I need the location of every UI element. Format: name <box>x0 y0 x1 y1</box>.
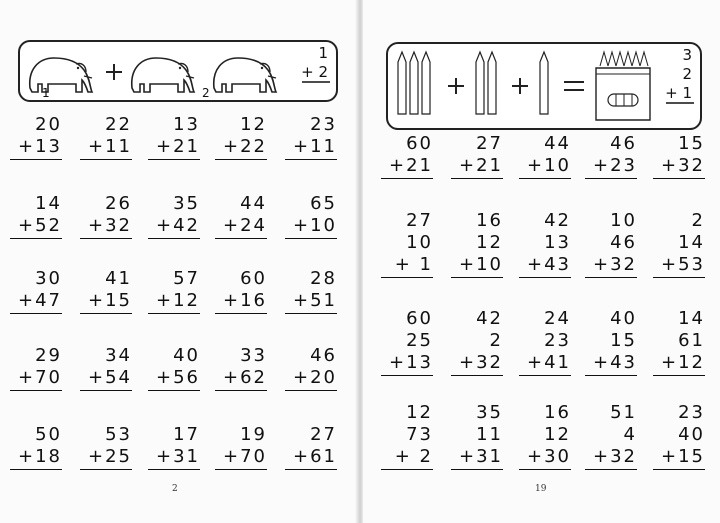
problem-addend: 44 <box>240 193 267 214</box>
addition-problem <box>148 424 200 470</box>
problem-addend: 34 <box>105 345 132 366</box>
sum-line <box>519 277 571 278</box>
sum-line <box>585 277 637 278</box>
left-worksheet-page <box>0 0 357 523</box>
problem-addend: 16 <box>544 402 571 423</box>
addition-problem <box>148 114 200 160</box>
addition-problem <box>585 308 637 376</box>
problem-addend: 40 <box>678 424 705 445</box>
problem-addend-with-plus: +12 <box>156 290 200 311</box>
sum-line <box>381 375 433 376</box>
sum-line <box>519 178 571 179</box>
pencil-box-icon <box>596 52 650 120</box>
problem-addend-with-plus: +12 <box>661 352 705 373</box>
addition-problem <box>285 424 337 470</box>
addition-problem <box>10 345 62 391</box>
elephant-icon <box>132 58 194 92</box>
problem-addend: 12 <box>240 114 267 135</box>
sum-line <box>451 375 503 376</box>
sum-line <box>215 390 267 391</box>
addition-problem <box>148 345 200 391</box>
sum-line <box>451 178 503 179</box>
addition-problem <box>585 402 637 470</box>
problem-addend-with-plus: +32 <box>593 254 637 275</box>
problem-addend-with-plus: +15 <box>88 290 132 311</box>
problem-addend: 42 <box>544 210 571 231</box>
problem-addend: 57 <box>173 268 200 289</box>
problem-addend: 17 <box>173 424 200 445</box>
sum-line <box>451 469 503 470</box>
problem-addend-with-plus: +32 <box>593 446 637 467</box>
problem-addend: 27 <box>476 133 503 154</box>
problem-addend: 60 <box>406 133 433 154</box>
problem-addend-with-plus: +18 <box>18 446 62 467</box>
problem-addend-with-plus: +41 <box>527 352 571 373</box>
problem-addend: 13 <box>173 114 200 135</box>
problem-addend-with-plus: +21 <box>156 136 200 157</box>
addition-problem <box>10 114 62 160</box>
sum-line <box>653 469 705 470</box>
problem-addend-with-plus: +13 <box>18 136 62 157</box>
problem-addend-with-plus: +52 <box>18 215 62 236</box>
problem-addend-with-plus: +32 <box>459 352 503 373</box>
elephant-count-label-1: 1 <box>42 86 50 100</box>
problem-addend-with-plus: +25 <box>88 446 132 467</box>
sum-line <box>285 313 337 314</box>
sum-line <box>148 390 200 391</box>
problem-addend: 60 <box>240 268 267 289</box>
addition-problem <box>653 402 705 470</box>
addition-problem <box>148 268 200 314</box>
header-stack-bottom: + 2 <box>301 63 328 81</box>
problem-addend: 15 <box>678 133 705 154</box>
problem-addend: 23 <box>310 114 337 135</box>
addition-problem <box>381 210 433 278</box>
addition-problem <box>451 402 503 470</box>
problem-addend-with-plus: +54 <box>88 367 132 388</box>
problem-addend: 46 <box>310 345 337 366</box>
problem-addend: 30 <box>35 268 62 289</box>
pencil-icon <box>398 52 430 114</box>
problem-addend-with-plus: +32 <box>88 215 132 236</box>
problem-addend-with-plus: +10 <box>293 215 337 236</box>
problem-addend-with-plus: +42 <box>156 215 200 236</box>
problem-addend: 27 <box>310 424 337 445</box>
problem-addend: 13 <box>544 232 571 253</box>
problem-addend: 42 <box>476 308 503 329</box>
problem-addend: 65 <box>310 193 337 214</box>
header-stack-top: 1 <box>318 44 328 62</box>
sum-line <box>80 469 132 470</box>
sum-line <box>215 313 267 314</box>
problem-addend: 60 <box>406 308 433 329</box>
addition-problem <box>215 114 267 160</box>
problem-addend: 27 <box>406 210 433 231</box>
sum-line <box>215 469 267 470</box>
problem-addend: 2 <box>691 210 705 231</box>
sum-line <box>653 375 705 376</box>
problem-addend: 10 <box>610 210 637 231</box>
problem-addend-with-plus: +31 <box>459 446 503 467</box>
addition-problem <box>451 210 503 278</box>
sum-line <box>519 375 571 376</box>
problem-addend-with-plus: +62 <box>223 367 267 388</box>
sum-line <box>10 313 62 314</box>
problem-addend-with-plus: +21 <box>459 155 503 176</box>
problem-addend: 2 <box>489 330 503 351</box>
sum-line <box>10 469 62 470</box>
problem-addend-with-plus: +11 <box>88 136 132 157</box>
page-number: 2 <box>172 484 178 494</box>
header-stack-bottom: + 1 <box>665 84 692 102</box>
problem-addend: 19 <box>240 424 267 445</box>
addition-problem <box>10 268 62 314</box>
problem-addend: 14 <box>678 232 705 253</box>
addition-problem <box>585 133 637 179</box>
addition-problem <box>10 424 62 470</box>
sum-line <box>381 178 433 179</box>
sum-line <box>80 390 132 391</box>
problem-addend: 73 <box>406 424 433 445</box>
problem-addend-with-plus: +23 <box>593 155 637 176</box>
problem-addend-with-plus: +56 <box>156 367 200 388</box>
addition-problem <box>653 210 705 278</box>
problem-addend-with-plus: +43 <box>593 352 637 373</box>
right-worksheet-page <box>363 0 720 523</box>
problem-addend-with-plus: +20 <box>293 367 337 388</box>
addition-problem <box>80 114 132 160</box>
problem-addend-with-plus: +53 <box>661 254 705 275</box>
addition-problem <box>381 308 433 376</box>
problem-addend-with-plus: +51 <box>293 290 337 311</box>
addition-problem <box>285 114 337 160</box>
problem-addend: 35 <box>173 193 200 214</box>
elephant-icon <box>214 58 276 92</box>
addition-problem <box>519 210 571 278</box>
sum-line <box>451 277 503 278</box>
problem-addend-with-plus: +43 <box>527 254 571 275</box>
problem-addend-with-plus: +13 <box>389 352 433 373</box>
addition-problem <box>215 268 267 314</box>
problem-addend: 40 <box>173 345 200 366</box>
problem-addend-with-plus: +24 <box>223 215 267 236</box>
addition-problem <box>80 345 132 391</box>
addition-problem <box>381 133 433 179</box>
addition-problem <box>519 308 571 376</box>
addition-problem <box>10 193 62 239</box>
plus-sign <box>512 78 528 94</box>
problem-addend: 44 <box>544 133 571 154</box>
addition-problem <box>285 193 337 239</box>
problem-addend-with-plus: +22 <box>223 136 267 157</box>
problem-addend: 40 <box>610 308 637 329</box>
problem-addend: 24 <box>544 308 571 329</box>
sum-line <box>80 159 132 160</box>
elephant-icon <box>30 58 92 92</box>
problem-addend-with-plus: +15 <box>661 446 705 467</box>
problem-addend-with-plus: +32 <box>661 155 705 176</box>
problem-addend-with-plus: +61 <box>293 446 337 467</box>
problem-addend: 22 <box>105 114 132 135</box>
addition-problem <box>215 345 267 391</box>
problem-addend: 50 <box>35 424 62 445</box>
problem-addend: 12 <box>544 424 571 445</box>
addition-problem <box>519 402 571 470</box>
problem-addend: 29 <box>35 345 62 366</box>
addition-problem <box>381 402 433 470</box>
addition-problem <box>215 424 267 470</box>
addition-problem <box>585 210 637 278</box>
sum-line <box>148 238 200 239</box>
problem-addend: 14 <box>35 193 62 214</box>
plus-sign <box>448 78 464 94</box>
problem-addend: 16 <box>476 210 503 231</box>
problem-addend-with-plus: +70 <box>223 446 267 467</box>
addition-problem <box>451 133 503 179</box>
pencil-icon <box>540 52 548 114</box>
problem-addend: 20 <box>35 114 62 135</box>
problem-addend-with-plus: + 2 <box>394 446 433 467</box>
problem-addend-with-plus: +47 <box>18 290 62 311</box>
sum-line <box>148 469 200 470</box>
addition-problem <box>148 193 200 239</box>
addition-problem <box>80 268 132 314</box>
problem-addend: 46 <box>610 133 637 154</box>
problem-addend: 25 <box>406 330 433 351</box>
addition-problem <box>451 308 503 376</box>
problem-addend: 12 <box>476 232 503 253</box>
plus-sign <box>106 64 122 80</box>
header-stack-middle: 2 <box>682 65 692 83</box>
problem-addend-with-plus: +70 <box>18 367 62 388</box>
addition-problem <box>80 193 132 239</box>
sum-line <box>80 313 132 314</box>
problem-addend: 41 <box>105 268 132 289</box>
sum-line <box>215 159 267 160</box>
elephant-count-label-2: 2 <box>202 86 210 100</box>
problem-addend: 51 <box>610 402 637 423</box>
problem-addend: 11 <box>476 424 503 445</box>
problem-addend-with-plus: +16 <box>223 290 267 311</box>
pencil-addition-header <box>386 42 702 130</box>
problem-addend: 15 <box>610 330 637 351</box>
sum-line <box>519 469 571 470</box>
problem-addend-with-plus: +10 <box>527 155 571 176</box>
sum-line <box>10 159 62 160</box>
problem-addend: 46 <box>610 232 637 253</box>
addition-problem <box>519 133 571 179</box>
problem-addend: 14 <box>678 308 705 329</box>
addition-problem <box>80 424 132 470</box>
problem-addend: 53 <box>105 424 132 445</box>
problem-addend-with-plus: +31 <box>156 446 200 467</box>
sum-line <box>585 375 637 376</box>
addition-problem <box>215 193 267 239</box>
sum-line <box>285 390 337 391</box>
problem-addend-with-plus: +21 <box>389 155 433 176</box>
equals-sign <box>564 82 584 90</box>
sum-line <box>148 159 200 160</box>
problem-addend: 12 <box>406 402 433 423</box>
sum-line <box>653 178 705 179</box>
sum-line <box>585 469 637 470</box>
problem-addend: 23 <box>678 402 705 423</box>
addition-problem <box>653 133 705 179</box>
problem-addend: 35 <box>476 402 503 423</box>
sum-line <box>653 277 705 278</box>
pencil-icon <box>476 52 496 114</box>
problem-addend: 61 <box>678 330 705 351</box>
addition-problem <box>653 308 705 376</box>
problem-addend: 10 <box>406 232 433 253</box>
sum-line <box>285 159 337 160</box>
problem-addend: 28 <box>310 268 337 289</box>
problem-addend: 33 <box>240 345 267 366</box>
problem-addend-with-plus: +10 <box>459 254 503 275</box>
sum-line <box>215 238 267 239</box>
addition-problem <box>285 268 337 314</box>
sum-line <box>285 469 337 470</box>
sum-line <box>10 238 62 239</box>
elephant-addition-header <box>18 40 338 102</box>
sum-line <box>285 238 337 239</box>
problem-addend-with-plus: +30 <box>527 446 571 467</box>
sum-line <box>148 313 200 314</box>
sum-line <box>80 238 132 239</box>
problem-addend: 4 <box>623 424 637 445</box>
sum-line <box>381 277 433 278</box>
addition-problem <box>285 345 337 391</box>
problem-addend: 26 <box>105 193 132 214</box>
problem-addend-with-plus: +11 <box>293 136 337 157</box>
sum-line <box>10 390 62 391</box>
page-number: 19 <box>535 484 547 494</box>
sum-line <box>381 469 433 470</box>
sum-line <box>585 178 637 179</box>
header-stack-top: 3 <box>682 46 692 64</box>
problem-addend-with-plus: + 1 <box>394 254 433 275</box>
problem-addend: 23 <box>544 330 571 351</box>
